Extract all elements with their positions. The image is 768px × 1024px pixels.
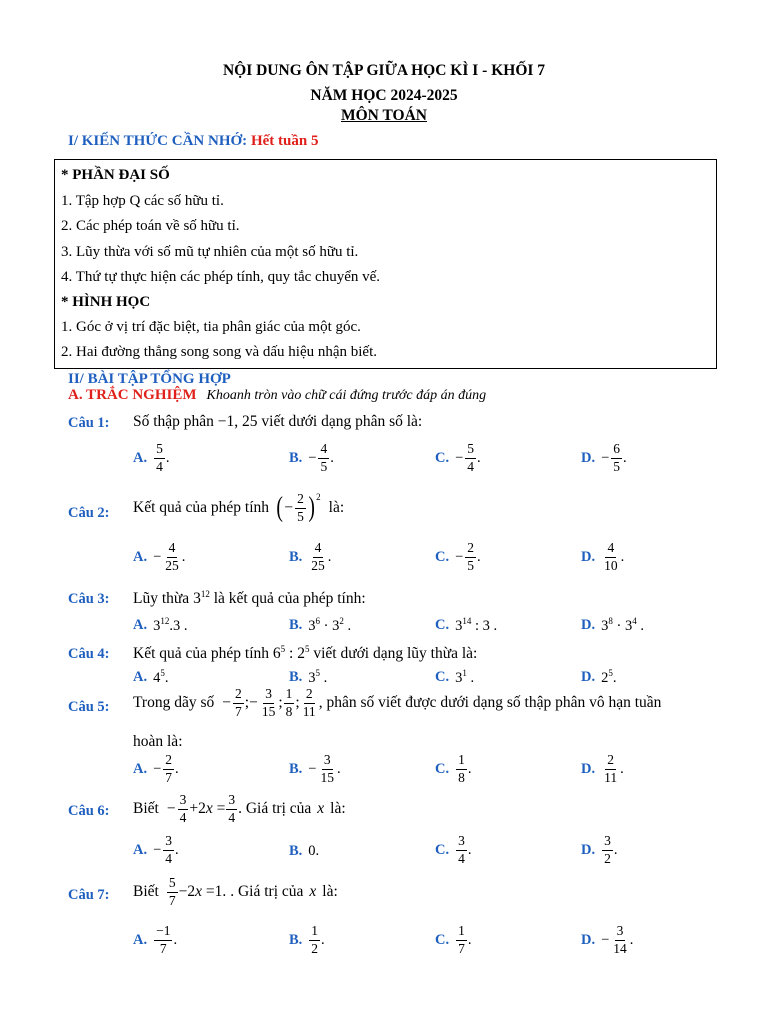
question-text: Biết − $\frac{3}{4}$ +2x = $\frac{3}{4}$ . Giá trị của x là:	[133, 792, 346, 825]
doc-title-subject: MÔN TOÁN	[341, 107, 427, 124]
doc-title-line1: NỘI DUNG ÔN TẬP GIỮA HỌC KÌ I - KHỐI 7	[222, 62, 546, 79]
algebra-title: * PHẦN ĐẠI SỐ	[61, 167, 170, 183]
question-text: Trong dãy số − $\frac{2}{7}$ ; − $\frac{3}{15}$ ; 1 8 ; 2 11 , phân số viết được dưới dạng số thập phân vô hạn tuần	[133, 686, 662, 719]
section1-note: Hết tuần 5	[250, 133, 319, 149]
option-d[interactable]: D. 2 11 .	[581, 752, 624, 785]
option-c[interactable]: C. 3 4 .	[435, 833, 472, 866]
geometry-title: * HÌNH HỌC	[61, 294, 151, 310]
question-text: Số thập phân −1, 25 viết dưới dạng phân số là:	[133, 413, 423, 430]
question-label: Câu 1:	[68, 415, 110, 431]
option-a[interactable]: A. − $\frac{4}{25}$ .	[133, 540, 186, 573]
knowledge-box	[54, 159, 717, 369]
doc-title-line2: NĂM HỌC 2024-2025	[310, 87, 458, 104]
question-label: Câu 2:	[68, 505, 110, 521]
option-a[interactable]: A. − $\frac{3}{4}$ .	[133, 833, 179, 866]
partA-label: A. TRẮC NGHIỆM	[68, 387, 197, 403]
algebra-item: 4. Thứ tự thực hiện các phép tính, quy tắc chuyển vế.	[61, 269, 381, 285]
option-a[interactable]: A. − $\frac{2}{7}$ .	[133, 752, 179, 785]
option-b[interactable]: B. − $\frac{4}{5}$ .	[289, 441, 334, 474]
option-d[interactable]: D. − $\frac{3}{14}$ .	[581, 923, 634, 956]
question-text: Biết 5 7 −2x =1. . Giá trị của x là:	[133, 875, 338, 908]
option-b[interactable]: B. $3^5$ .	[289, 668, 328, 686]
question-label: Câu 3:	[68, 591, 110, 607]
option-a[interactable]: A. $3^{12}.3$ .	[133, 616, 188, 634]
question-label: Câu 4:	[68, 646, 110, 662]
section2-heading: II/ BÀI TẬP TỔNG HỢP	[68, 371, 231, 387]
option-c[interactable]: C. 1 7 .	[435, 923, 472, 956]
partA-heading	[68, 387, 486, 404]
question-text: Kết quả của phép tính ( − $\frac{2}{5}$ ) $^2$ là:	[133, 491, 345, 524]
option-c[interactable]: C. $3^1$ .	[435, 668, 475, 686]
option-b[interactable]: B. $3^6 \cdot 3^2$ .	[289, 616, 352, 634]
algebra-item: 1. Tập hợp Q các số hữu tỉ.	[61, 193, 224, 209]
option-c[interactable]: C. 1 8 .	[435, 752, 472, 785]
option-a[interactable]: A. −1 7 .	[133, 923, 178, 956]
option-b[interactable]: B. − $\frac{3}{15}$ .	[289, 752, 341, 785]
option-d[interactable]: D. − $\frac{6}{5}$ .	[581, 441, 627, 474]
algebra-item: 3. Lũy thừa với số mũ tự nhiên của một số hữu tỉ.	[61, 244, 359, 260]
option-d[interactable]: D. $3^8 \cdot 3^4$ .	[581, 616, 644, 634]
option-a[interactable]: A. $4^5$.	[133, 668, 169, 686]
option-d[interactable]: D. $2^5$.	[581, 668, 617, 686]
option-b[interactable]: B. 0.	[289, 843, 320, 859]
option-c[interactable]: C. − $\frac{2}{5}$ .	[435, 540, 481, 573]
option-d[interactable]: D. 3 2 .	[581, 833, 618, 866]
section1-heading	[68, 133, 318, 150]
geometry-item: 1. Góc ở vị trí đặc biệt, tia phân giác của một góc.	[61, 319, 361, 335]
option-b[interactable]: B. 4 25 .	[289, 540, 332, 573]
option-c[interactable]: C. $3^{14}$ : 3 .	[435, 616, 498, 634]
option-d[interactable]: D. 4 10 .	[581, 540, 625, 573]
option-b[interactable]: B. 1 2 .	[289, 923, 325, 956]
question-text: Kết quả của phép tính $6^5$ : $2^5$ viết dưới dạng lũy thừa là:	[133, 644, 478, 663]
question-label: Câu 6:	[68, 803, 110, 819]
question-text: Lũy thừa $3^{12}$ là kết quả của phép tính:	[133, 589, 366, 608]
algebra-item: 2. Các phép toán về số hữu tỉ.	[61, 218, 240, 234]
question-label: Câu 5:	[68, 699, 110, 715]
question-label: Câu 7:	[68, 887, 110, 903]
option-a[interactable]: A. 5 4 .	[133, 441, 170, 474]
partA-instruction: Khoanh tròn vào chữ cái đứng trước đáp án đúng	[206, 388, 487, 403]
question-text-line2: hoàn là:	[133, 733, 183, 750]
section1-label: I/ KIẾN THỨC CẦN NHỚ:	[68, 133, 248, 149]
geometry-item: 2. Hai đường thẳng song song và dấu hiệu nhận biết.	[61, 344, 378, 360]
option-c[interactable]: C. − $\frac{5}{4}$ .	[435, 441, 481, 474]
